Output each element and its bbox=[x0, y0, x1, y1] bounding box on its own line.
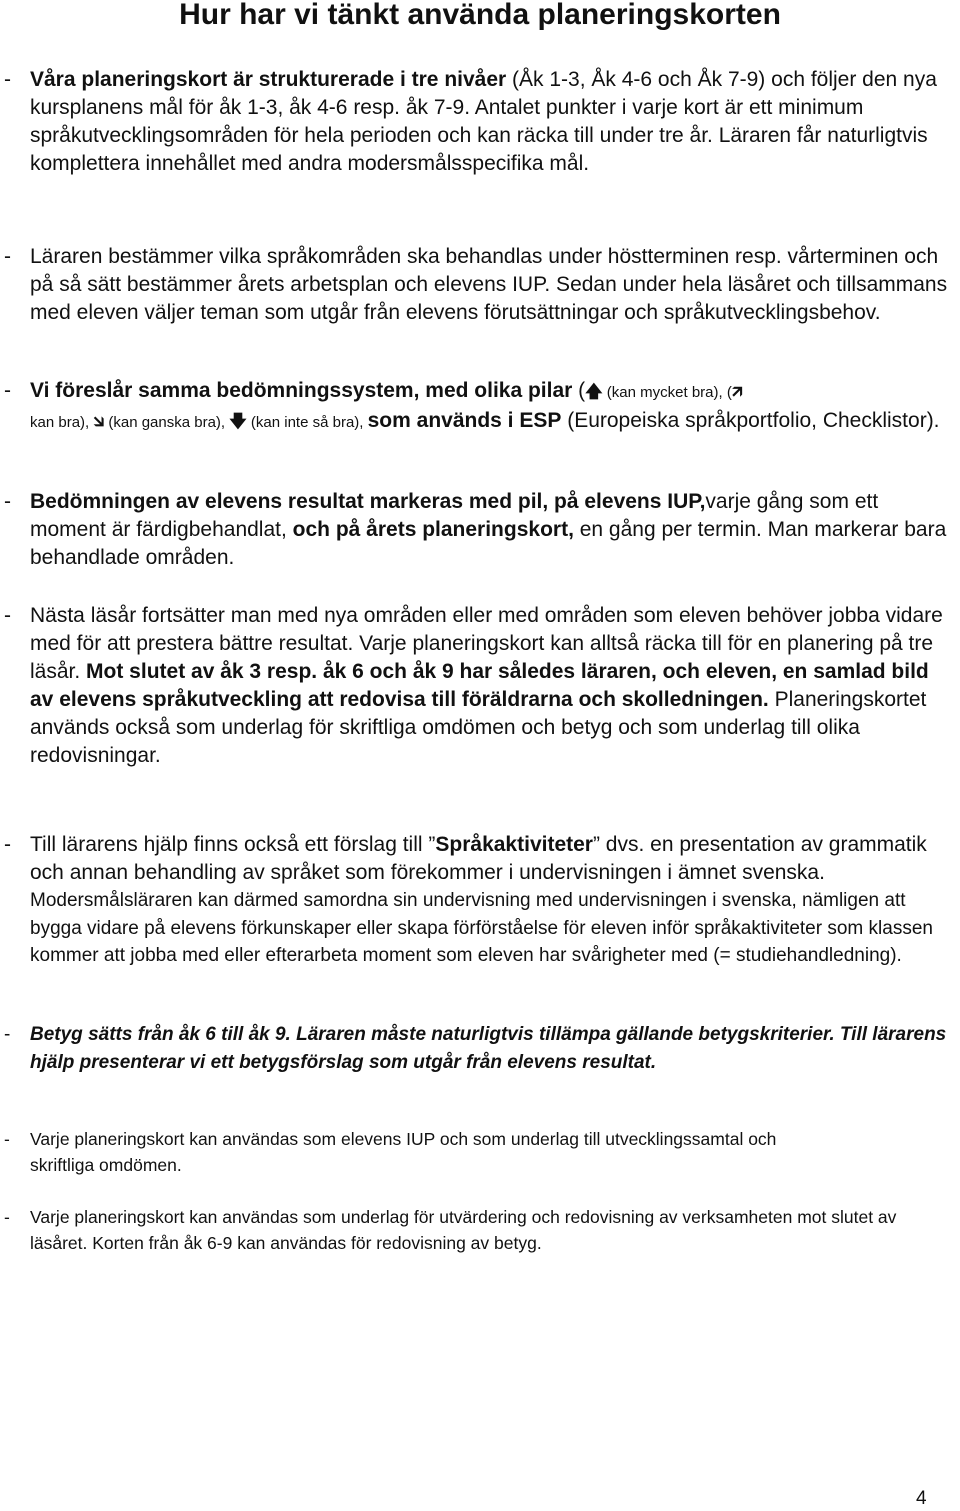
emphasis-text: Vi föreslår samma bedömningssystem, med olika pilar bbox=[30, 379, 573, 402]
note-text: kan bra), bbox=[30, 414, 94, 431]
body-text: Planeringskortet används också som underlag för skriftliga omdömen och betyg och som underlag till olika redovisningar. bbox=[30, 688, 927, 767]
bullet-dash: - bbox=[4, 245, 11, 268]
note-text: (kan inte så bra), bbox=[246, 414, 368, 431]
paragraph-language-activities bbox=[0, 831, 955, 970]
note-text: (kan ganska bra), bbox=[104, 414, 230, 431]
body-text: ( bbox=[572, 379, 586, 402]
paragraph-levels bbox=[0, 66, 955, 178]
paragraph-teacher-decides bbox=[0, 243, 955, 327]
paragraph-iup-usage bbox=[0, 1126, 955, 1178]
body-text: (Europeiska språkportfolio, Checklistor). bbox=[561, 409, 940, 432]
body-text: Varje planeringskort kan användas som underlag för utvärdering och redovisning av verksamheten mot slutet av läsåret. Korten från åk 6-9 kan användas för redovisning av betyg. bbox=[30, 1207, 897, 1253]
body-text: Till lärarens hjälp finns också ett förslag till ” bbox=[30, 833, 436, 856]
bullet-dash: - bbox=[4, 379, 11, 402]
bullet-dash: - bbox=[4, 1207, 10, 1227]
body-text: Modersmålsläraren kan därmed samordna sin undervisning med undervisningen i svenska, nämligen att bygga vidare på elevens förkunskaper eller skapa förförståelse för eleven inför språkaktiviteter som klassen kommer att jobba med eller efterarbeta moment som eleven har svårigheter med (= studiehandledning). bbox=[30, 890, 933, 966]
body-text: varje gång som ett moment är färdigbehandlat, bbox=[30, 490, 879, 541]
bullet-dash: - bbox=[4, 490, 11, 513]
arrow-up-right-icon: 🡭 bbox=[731, 382, 743, 401]
emphasis-text: Språkaktiviteter bbox=[435, 833, 593, 856]
emphasis-text: Bedömningen av elevens resultat markeras med pil, på elevens IUP, bbox=[30, 490, 706, 513]
bullet-dash: - bbox=[4, 1024, 11, 1045]
emphasis-text: och på årets planeringskort, bbox=[292, 518, 574, 541]
paragraph-evaluation bbox=[0, 1204, 955, 1256]
page-number: 4 bbox=[916, 1488, 927, 1509]
paragraph-assessment-system bbox=[0, 377, 955, 437]
body-text: Nästa läsår fortsätter man med nya områden eller med områden som eleven behöver jobba vidare med för att prestera bättre resultat. Varje planeringskort kan alltså räcka till för en planering på tre läsår. bbox=[30, 604, 943, 683]
bullet-dash: - bbox=[4, 1129, 10, 1149]
emphasis-text: Mot slutet av åk 3 resp. åk 6 och åk 9 har således läraren, och eleven, en samlad bild av elevens språkutveckling att redovisa till föräldrarna och skolledningen. bbox=[30, 660, 929, 711]
bullet-dash: - bbox=[4, 604, 11, 627]
emphasis-text: Våra planeringskort är strukturerade i tre nivåer bbox=[30, 68, 507, 91]
note-text: (kan mycket bra), ( bbox=[602, 384, 732, 401]
arrow-down-right-icon: 🡮 bbox=[93, 412, 105, 431]
body-text: (Åk 1-3, Åk 4-6 och Åk 7-9) och följer den nya kursplanens mål för åk 1-3, åk 4-6 resp. åk 7-9. Antalet punkter i varje kort är ett minimum språkutvecklingsområden för hela perioden och kan räcka till under tre år. Läraren får naturligtvis komplettera innehållet med andra modersmålsspecifika mål. bbox=[30, 68, 937, 175]
paragraph-next-year bbox=[0, 602, 955, 770]
emphasis-text: som används i ESP bbox=[367, 409, 562, 432]
arrow-down-icon: 🡇 bbox=[229, 412, 247, 431]
arrow-up-icon: 🡅 bbox=[585, 382, 603, 401]
body-text: ” dvs. en presentation av grammatik och annan behandling av språket som förekommer i undervisningen i ämnet svenska. bbox=[30, 833, 927, 884]
emphasis-text: Betyg sätts från åk 6 till åk 9. Läraren måste naturligtvis tillämpa gällande betygskriterier. Till lärarens hjälp presenterar vi ett betygsförslag som utgår från elevens resultat. bbox=[30, 1024, 947, 1073]
paragraph-marking bbox=[0, 488, 955, 572]
paragraph-grades bbox=[0, 1021, 955, 1076]
body-text: Läraren bestämmer vilka språkområden ska behandlas under höstterminen resp. vårterminen och på så sätt bestämmer årets arbetsplan och elevens IUP. Sedan under hela läsåret och tillsammans med eleven väljer teman som utgår från elevens förutsättningar och språkutvecklingsbehov. bbox=[30, 245, 948, 324]
body-text: en gång per termin. Man markerar bara behandlade områden. bbox=[30, 518, 947, 569]
bullet-dash: - bbox=[4, 833, 11, 856]
body-text: Varje planeringskort kan användas som elevens IUP och som underlag till utvecklingssamtal och skriftliga omdömen. bbox=[30, 1129, 777, 1175]
page-title: Hur har vi tänkt använda planeringskorten bbox=[179, 0, 781, 31]
bullet-dash: - bbox=[4, 68, 11, 91]
